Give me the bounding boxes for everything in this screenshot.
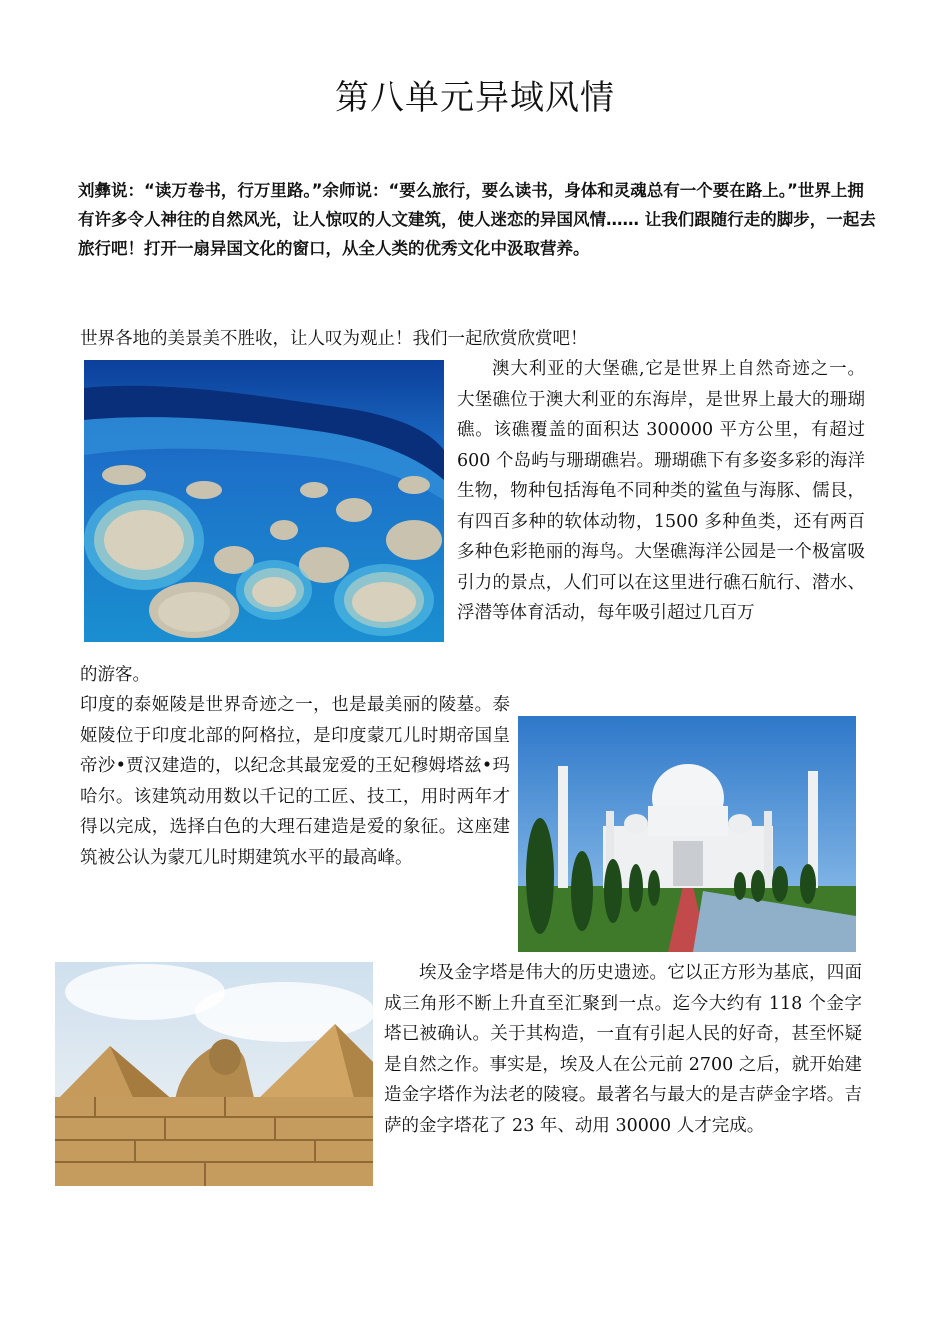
- great-barrier-reef-photo: [84, 360, 444, 642]
- pyramids-photo: [55, 962, 373, 1186]
- great-barrier-reef-paragraph: 澳大利亚的大堡礁,它是世界上自然奇迹之一。大堡礁位于澳大利亚的东海岸，是世界上最大的珊瑚礁。该礁覆盖的面积达 300000 平方公里，有超过 600 个岛屿与珊瑚礁岩。珊瑚礁下有多姿多彩的海洋生物，物种包括海龟不同种类的鲨鱼与海豚、儒艮，有四百多种的软体动物，1500 多种鱼类，还有两百多种色彩艳丽的海鸟。大堡礁海洋公园是一个极富吸引力的景点，人们可以在这里进行礁石航行、潜水、浮潜等体育活动，每年吸引超过几百万: [457, 359, 865, 623]
- pyramids-paragraph: 埃及金字塔是伟大的历史遗迹。它以正方形为基底，四面成三角形不断上升直至汇聚到一点。迄今大约有 118 个金字塔已被确认。关于其构造，一直有引起人民的好奇，甚至怀疑是自然之作。事实是，埃及人在公元前 2700 之后，就开始建造金字塔作为法老的陵寝。最著名与最大的是吉萨金字塔。吉萨的金字塔花了 23 年、动用 30000 人才完成。: [384, 963, 862, 1136]
- great-barrier-reef-paragraph-tail: 的游客。: [80, 665, 150, 685]
- taj-mahal-photo: [518, 716, 856, 952]
- lead-sentence: 世界各地的美景美不胜收，让人叹为观止！我们一起欣赏欣赏吧！: [80, 329, 588, 349]
- intro-paragraph: 刘彝说：“读万卷书，行万里路。”余师说：“要么旅行，要么读书，身体和灵魂总有一个要在路上。”世界上拥有许多令人神往的自然风光，让人惊叹的人文建筑，使人迷恋的异国风情…… 让我们跟随行走的脚步，一起去旅行吧！打开一扇异国文化的窗口，从全人类的优秀文化中汲取营养。: [78, 181, 876, 258]
- page-title: 第八单元异域风情: [335, 78, 615, 118]
- taj-mahal-paragraph: 印度的泰姬陵是世界奇迹之一，也是最美丽的陵墓。泰姬陵位于印度北部的阿格拉，是印度蒙兀儿时期帝国皇帝沙•贾汉建造的，以纪念其最宠爱的王妃穆姆塔兹•玛哈尔。该建筑动用数以千记的工匠、技工，用时两年才得以完成，选择白色的大理石建造是爱的象征。这座建筑被公认为蒙兀儿时期建筑水平的最高峰。: [80, 695, 510, 868]
